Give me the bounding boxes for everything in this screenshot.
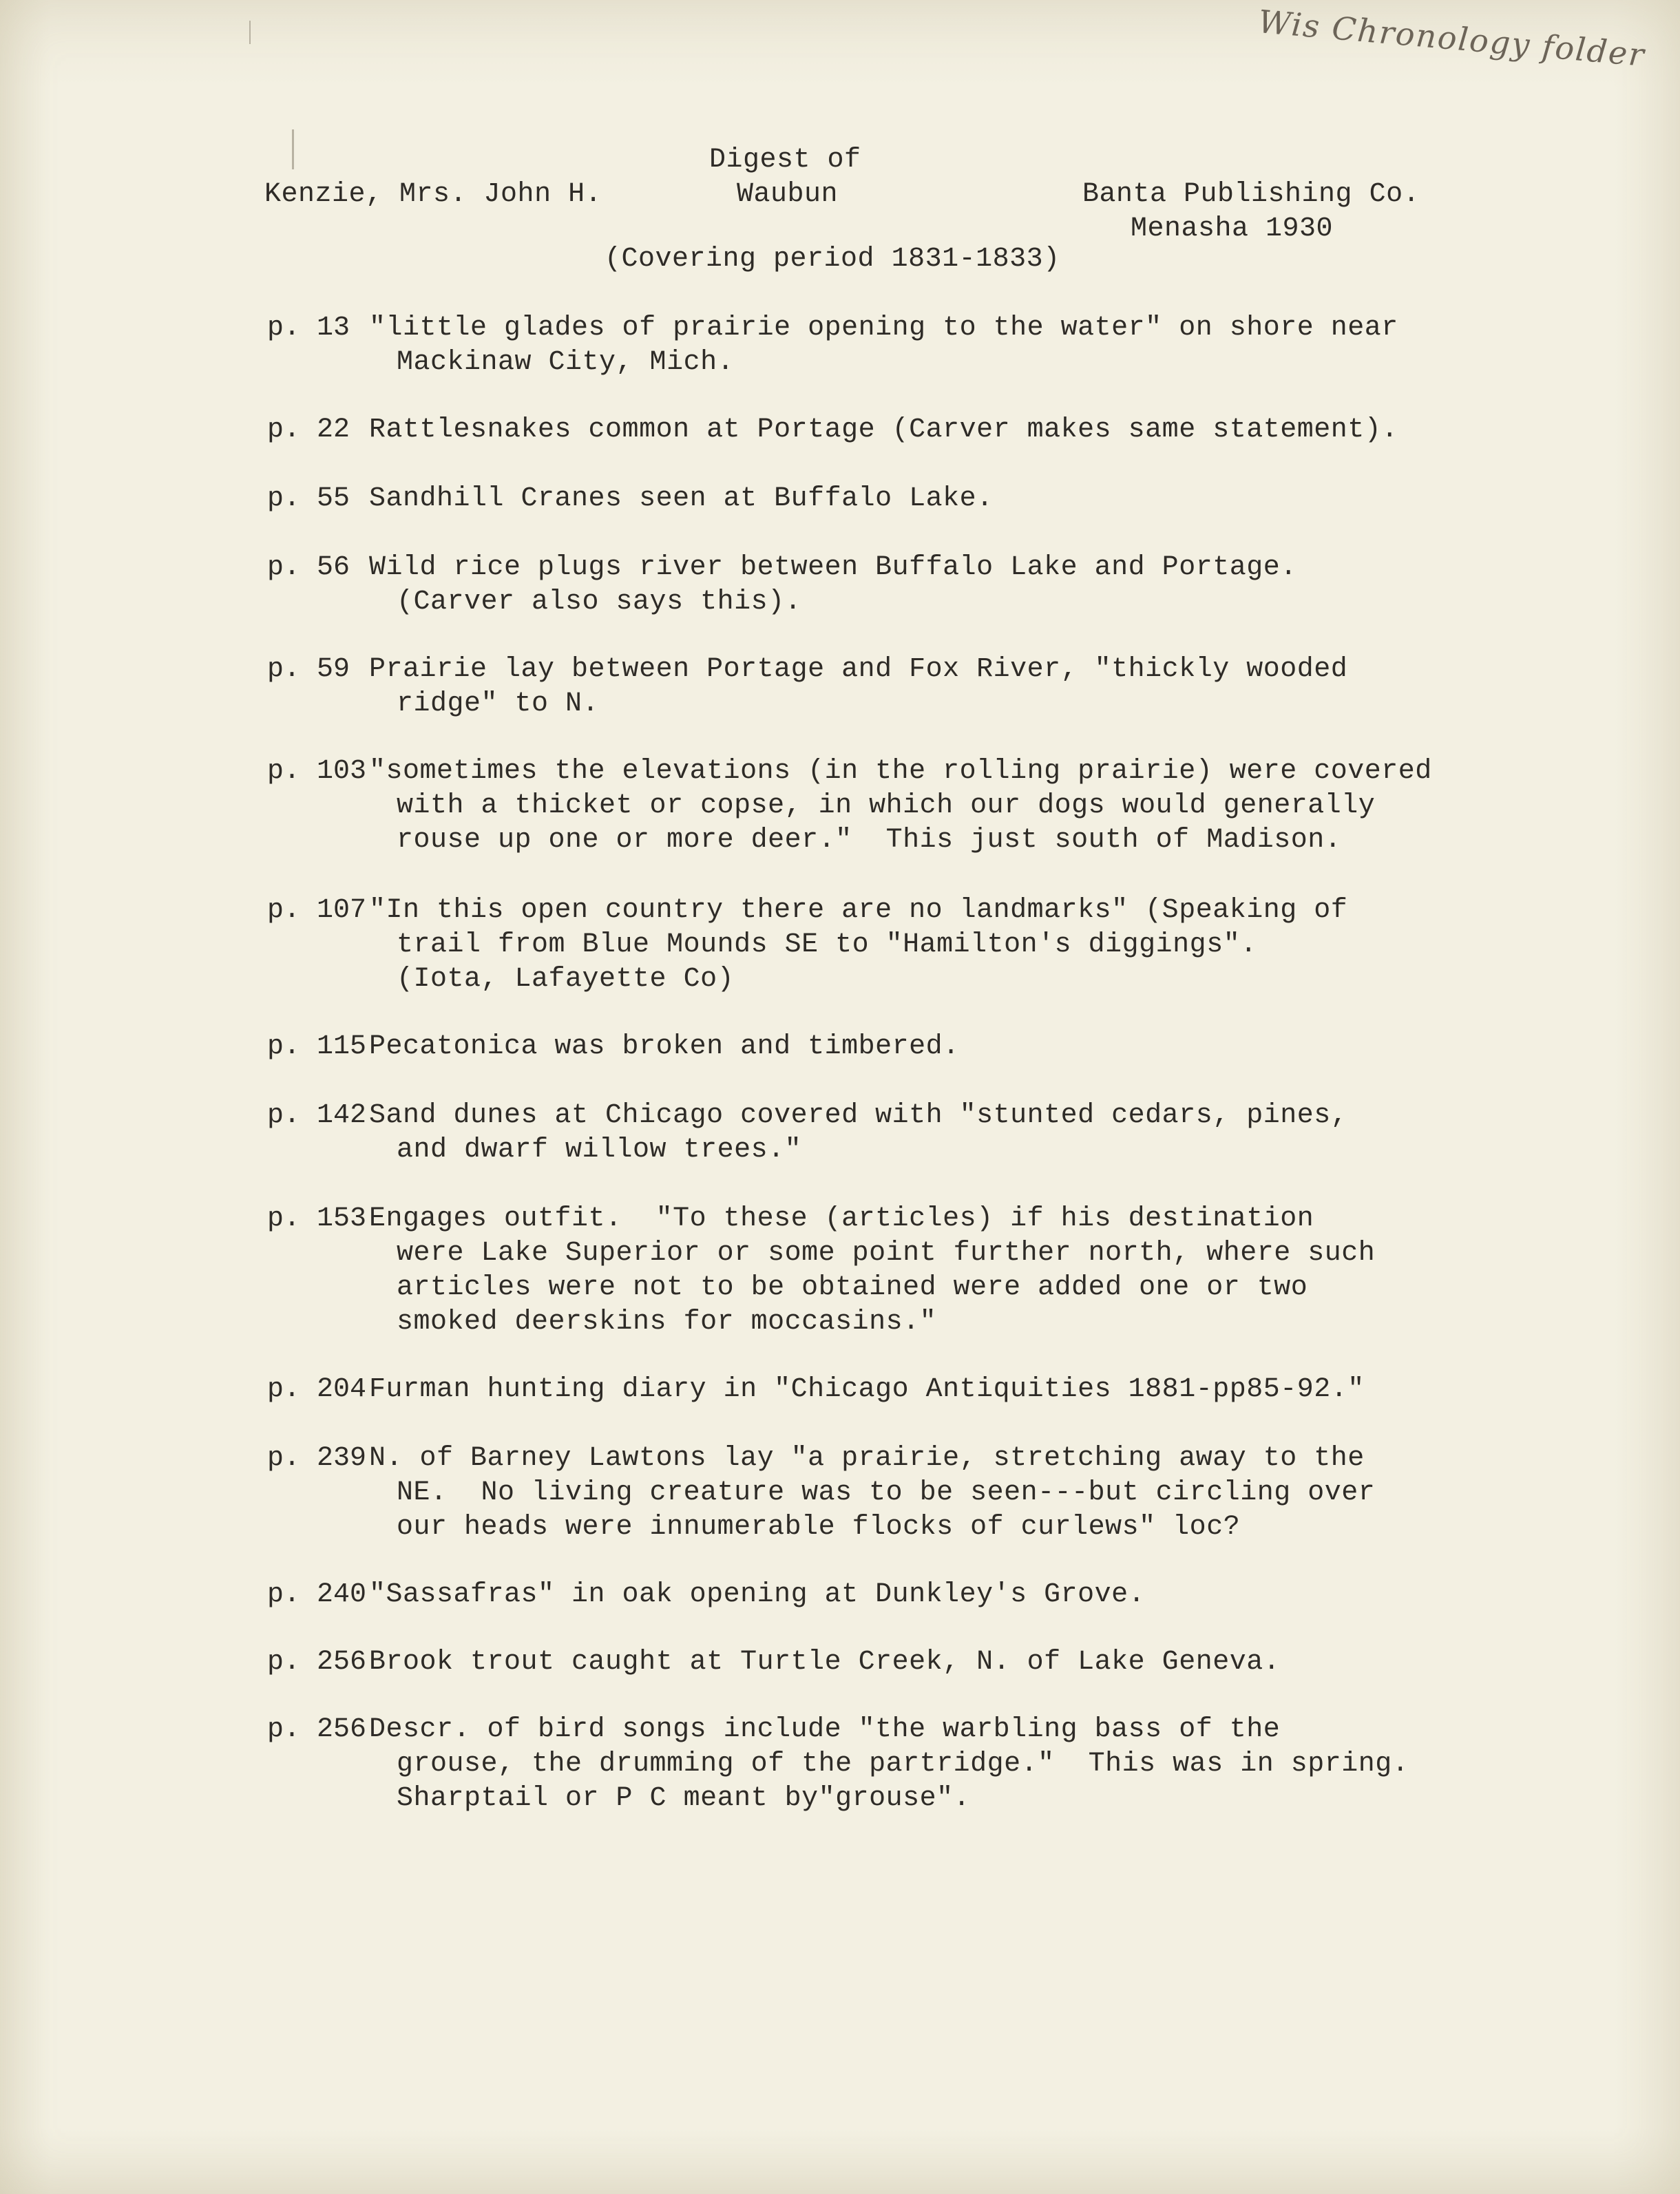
entry-text-line: Pecatonica was broken and timbered. [369,1031,960,1062]
entry-text-line: (Iota, Lafayette Co) [397,964,735,995]
entry-text-line: (Carver also says this). [397,587,802,618]
entry-page-ref: p. 103 [267,756,367,787]
entry-page-ref: p. 13 [267,313,350,344]
entry-page-ref: p. 107 [267,895,367,926]
header-author: Kenzie, Mrs. John H. [264,179,602,210]
entry-text-line: and dwarf willow trees." [397,1135,802,1165]
entry-text-line: Engages outfit. "To these (articles) if his destination [369,1203,1314,1234]
entry-text-line: Sand dunes at Chicago covered with "stunted cedars, pines, [369,1100,1348,1131]
header-period: (Covering period 1831-1833) [605,244,1060,275]
paper-crease-mark [292,129,294,169]
entry-text-line: with a thicket or copse, in which our dogs would generally [397,790,1376,821]
entry-page-ref: p. 239 [267,1443,367,1474]
entry-text-line: were Lake Superior or some point further north, where such [397,1238,1376,1269]
entry-text-line: "Sassafras" in oak opening at Dunkley's Grove. [369,1579,1146,1610]
entry-page-ref: p. 256 [267,1714,367,1745]
entry-page-ref: p. 55 [267,483,350,514]
entry-text-line: our heads were innumerable flocks of curlews" loc? [397,1512,1241,1543]
paper-crease-mark [249,21,251,44]
entry-text-line: trail from Blue Mounds SE to "Hamilton's diggings". [397,929,1257,960]
entry-text-line: "In this open country there are no landmarks" (Speaking of [369,895,1348,926]
entry-text-line: Brook trout caught at Turtle Creek, N. of Lake Geneva. [369,1647,1281,1678]
entry-text-line: NE. No living creature was to be seen---but circling over [397,1477,1376,1508]
header-title-line1: Digest of [709,145,861,176]
entry-page-ref: p. 56 [267,552,350,583]
entry-page-ref: p. 204 [267,1374,367,1405]
entry-text-line: Sandhill Cranes seen at Buffalo Lake. [369,483,994,514]
entry-page-ref: p. 22 [267,414,350,445]
entry-text-line: Prairie lay between Portage and Fox River, "thickly wooded [369,654,1348,685]
header-title-line2: Waubun [737,179,839,210]
entry-page-ref: p. 240 [267,1579,367,1610]
entry-text-line: Rattlesnakes common at Portage (Carver makes same statement). [369,414,1398,445]
header-publisher: Banta Publishing Co. [1082,179,1420,210]
entry-text-line: "little glades of prairie opening to the water" on shore near [369,313,1398,344]
entry-page-ref: p. 256 [267,1647,367,1678]
entry-text-line: Furman hunting diary in "Chicago Antiquities 1881-pp85-92." [369,1374,1365,1405]
entry-text-line: Mackinaw City, Mich. [397,347,735,378]
header-place-year: Menasha 1930 [1131,213,1334,244]
entry-text-line: Sharptail or P C meant by"grouse". [397,1783,971,1814]
entry-text-line: "sometimes the elevations (in the rolling prairie) were covered [369,756,1432,787]
entry-page-ref: p. 153 [267,1203,367,1234]
entry-text-line: N. of Barney Lawtons lay "a prairie, stretching away to the [369,1443,1365,1474]
entry-text-line: smoked deerskins for moccasins." [397,1307,937,1338]
handwritten-note: Wis Chronology folder [1257,3,1647,74]
entry-text-line: ridge" to N. [397,688,600,719]
entry-page-ref: p. 115 [267,1031,367,1062]
entry-text-line: Wild rice plugs river between Buffalo Lake and Portage. [369,552,1297,583]
entry-text-line: articles were not to be obtained were added one or two [397,1272,1308,1303]
entry-page-ref: p. 59 [267,654,350,685]
entry-text-line: Descr. of bird songs include "the warbling bass of the [369,1714,1281,1745]
entry-text-line: grouse, the drumming of the partridge." This was in spring. [397,1749,1409,1780]
entry-page-ref: p. 142 [267,1100,367,1131]
entry-text-line: rouse up one or more deer." This just south of Madison. [397,825,1342,856]
